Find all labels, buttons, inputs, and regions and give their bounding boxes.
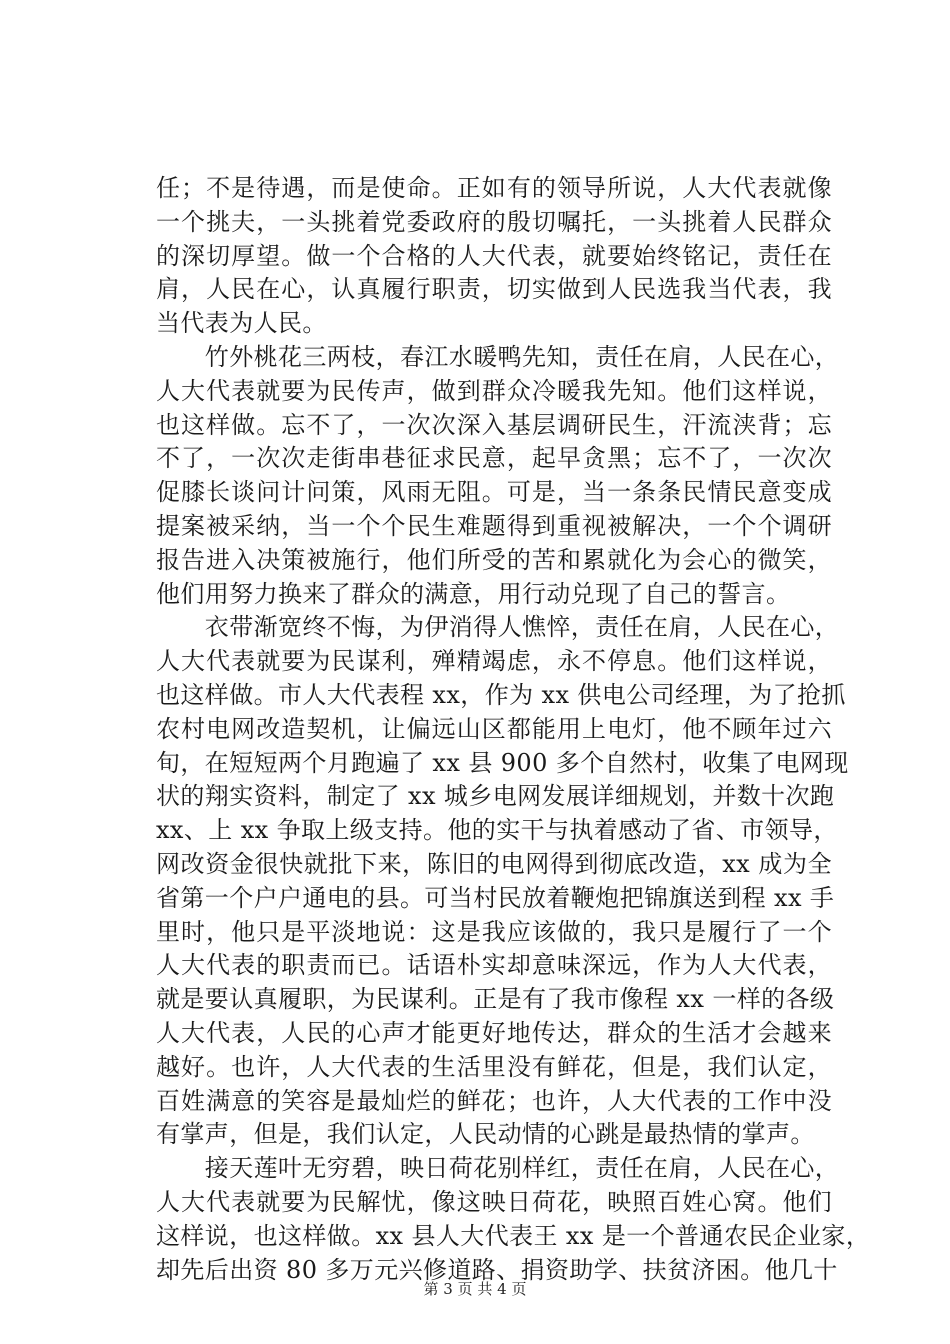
text-line: 肩，人民在心，认真履行职责，切实做到人民选我当代表，我 [156, 275, 832, 304]
text-line: 越好。也许，人大代表的生活里没有鲜花，但是，我们认定， [156, 1052, 832, 1081]
body-text [156, 172, 871, 1287]
text-line: 也这样做。忘不了，一次次深入基层调研民生，汗流浃背；忘 [156, 410, 832, 439]
text-line: 这样说，也这样做。xx 县人大代表王 xx 是一个普通农民企业家， [156, 1221, 871, 1250]
text-line: xx、上 xx 争取上级支持。他的实干与执着感动了省、市领导， [156, 816, 838, 845]
text-line: 里时，他只是平淡地说：这是我应该做的，我只是履行了一个 [156, 917, 832, 946]
text-line: 衣带渐宽终不悔，为伊消得人憔悴，责任在肩，人民在心， [156, 613, 840, 642]
text-line: 农村电网改造契机，让偏远山区都能用上电灯，他不顾年过六 [156, 714, 832, 743]
page-footer: 第 3 页 共 4 页 [423, 1280, 527, 1298]
text-line: 人大代表，人民的心声才能更好地传达，群众的生活才会越来 [156, 1018, 832, 1047]
text-line: 状的翔实资料，制定了 xx 城乡电网发展详细规划，并数十次跑 [156, 782, 835, 811]
text-line: 提案被采纳，当一个个民生难题得到重视被解决，一个个调研 [156, 511, 832, 540]
text-line: 也这样做。市人大代表程 xx，作为 xx 供电公司经理，为了抢抓 [156, 680, 846, 709]
text-line: 却先后出资 80 多万元兴修道路、捐资助学、扶贫济困。他几十 [156, 1255, 838, 1284]
text-line: 他们用努力换来了群众的满意，用行动兑现了自己的誓言。 [156, 579, 791, 608]
text-line: 当代表为人民。 [156, 309, 327, 338]
text-line: 不了，一次次走街串巷征求民意，起早贪黑；忘不了，一次次 [156, 444, 832, 473]
text-line: 人大代表就要为民传声，做到群众冷暖我先知。他们这样说， [156, 376, 832, 405]
text-line: 人大代表就要为民谋利，殚精竭虑，永不停息。他们这样说， [156, 647, 832, 676]
text-line: 促膝长谈问计问策，风雨无阻。可是，当一条条民情民意变成 [156, 478, 832, 507]
text-line: 的深切厚望。做一个合格的人大代表，就要始终铭记，责任在 [156, 241, 832, 270]
text-line: 省第一个户户通电的县。可当村民放着鞭炮把锦旗送到程 xx 手 [156, 883, 835, 912]
text-line: 竹外桃花三两枝，春江水暖鸭先知，责任在肩，人民在心， [156, 342, 840, 371]
text-line: 人大代表的职责而已。话语朴实却意味深远，作为人大代表， [156, 951, 832, 980]
text-line: 就是要认真履职，为民谋利。正是有了我市像程 xx 一样的各级 [156, 985, 835, 1014]
text-line: 人大代表就要为民解忧，像这映日荷花，映照百姓心窝。他们 [156, 1187, 832, 1216]
text-line: 接天莲叶无穷碧，映日荷花别样红，责任在肩，人民在心， [156, 1154, 840, 1183]
text-line: 报告进入决策被施行，他们所受的苦和累就化为会心的微笑， [156, 545, 832, 574]
text-line: 一个挑夫，一头挑着党委政府的殷切嘱托，一头挑着人民群众 [156, 207, 832, 236]
text-line: 任；不是待遇，而是使命。正如有的领导所说，人大代表就像 [156, 174, 832, 202]
text-line: 有掌声，但是，我们认定，人民动情的心跳是最热情的掌声。 [156, 1120, 815, 1149]
text-line: 百姓满意的笑容是最灿烂的鲜花；也许，人大代表的工作中没 [156, 1086, 832, 1115]
text-line: 旬，在短短两个月跑遍了 xx 县 900 多个自然村，收集了电网现 [156, 748, 849, 777]
text-line: 网改资金很快就批下来，陈旧的电网得到彻底改造，xx 成为全 [156, 849, 832, 878]
